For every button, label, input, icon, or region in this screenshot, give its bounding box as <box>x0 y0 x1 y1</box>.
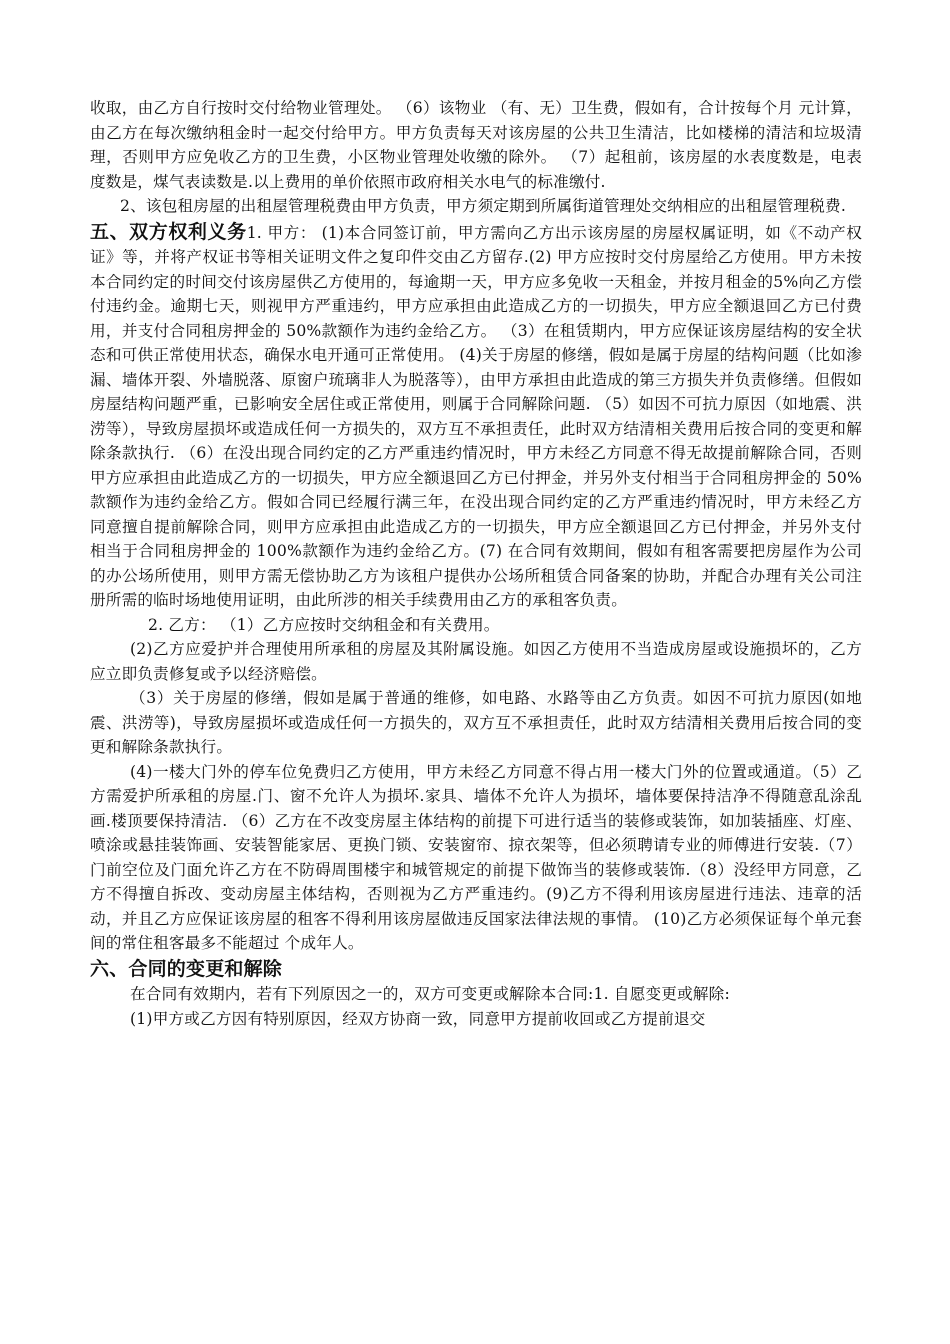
section5-partyA-text: 1. 甲方： (1)本合同签订前，甲方需向乙方出示该房屋的房屋权属证明，如《不动产权证》等，并将产权证书等相关证明文件之复印件交由乙方留存.(2) 甲方应按时交付房屋给乙方使用。甲方未按本合同约定的时间交付该房屋供乙方使用的，每逾期一天，甲方应多免收一天租金，并按月租金的5%向乙方偿付违约金。逾期七天，则视甲方严重违约，甲方应承担由此造成乙方的一切损失，甲方应全额退回乙方已付费用，并支付合同租房押金的 50%款额作为违约金给乙方。 （3）在租赁期内，甲方应保证该房屋结构的安全状态和可供正常使用状态，确保水电开通可正常使用。 (4)关于房屋的修缮，假如是属于房屋的结构问题（比如渗漏、墙体开裂、外墙脱落、原窗户琉璃非人为脱落等），由甲方承担由此造成的第三方损失并负责修缮。但假如房屋结构问题严重，已影响安全居住或正常使用，则属于合同解除问题. （5）如因不可抗力原因（如地震、洪涝等），导致房屋损坏或造成任何一方损失的，双方互不承担责任，此时双方结清相关费用后按合同的变更和解除条款执行. （6）在没出现合同约定的乙方严重违约情况时，甲方未经乙方同意不得无故提前解除合同，否则甲方应承担由此造成乙方的一切损失，甲方应全额退回乙方已付押金，并另外支付相当于合同租房押金的 50%款额作为违约金给乙方。假如合同已经履行满三年，在没出现合同约定的乙方严重违约情况时，甲方未经乙方同意擅自提前解除合同，则甲方应承担由此造成乙方的一切损失，甲方应全额退回乙方已付押金，并另外支付相当于合同租房押金的 100%款额作为违约金给乙方。(7) 在合同有效期间，假如有租客需要把房屋作为公司的办公场所使用，则甲方需无偿协助乙方为该租户提供办公场所租赁合同备案的协助，并配合办理有关公司注册所需的临时场地使用证明，由此所涉的相关手续费用由乙方的承租客负责。 <box>90 223 862 609</box>
section5-heading: 五、双方权利义务 <box>90 220 247 243</box>
section5-partyB-intro: 2. 乙方： （1）乙方应按时交纳租金和有关费用。 <box>148 615 500 634</box>
section4-paragraph-tax: 2、该包租房屋的出租屋管理税费由甲方负责，甲方须定期到所属街道管理处交纳相应的出租屋管理税费. <box>120 197 846 215</box>
section4-paragraph-fees: 收取，由乙方自行按时交付给物业管理处。 （6）该物业 （有、无）卫生费，假如有，合计按每个月 元计算，由乙方在每次缴纳租金时一起交付给甲方。甲方负责每天对该房屋的公共卫生清洁，比如楼梯的清洁和垃圾清理，否则甲方应免收乙方的卫生费，小区物业管理处收缴的除外。 （7）起租前，该房屋的水表度数是，电表度数是，煤气表读数是.以上费用的单价依照市政府相关水电气的标准缴付. <box>90 99 862 191</box>
section6-paragraph-item1: (1)甲方或乙方因有特别原因，经双方协商一致，同意甲方提前收回或乙方提前退交 <box>130 1009 706 1028</box>
section6-heading-line <box>90 957 862 983</box>
section6-paragraph-intro: 在合同有效期内，若有下列原因之一的，双方可变更或解除本合同:1. 自愿变更或解除: <box>130 985 730 1003</box>
section5-partyA-paragraph <box>90 220 862 613</box>
section6-heading: 六、合同的变更和解除 <box>90 957 283 980</box>
section5-partyB-item3: （3）关于房屋的修缮，假如是属于普通的维修，如电路、水路等由乙方负责。如因不可抗力原因(如地震、洪涝等)，导致房屋损坏或造成任何一方损失的，双方互不承担责任，此时双方结清相关费用后按合同的变更和解除条款执行。 <box>90 689 862 756</box>
section5-partyB-item4: (4)一楼大门外的停车位免费归乙方使用，甲方未经乙方同意不得占用一楼大门外的位置或通道。（5）乙方需爱护所承租的房屋.门、窗不允许人为损坏.家具、墙体不允许人为损坏，墙体要保持洁净不得随意乱涂乱画.楼顶要保持清洁. （6）乙方在不改变房屋主体结构的前提下可进行适当的装修或装饰，如加装插座、灯座、喷涂或悬挂装饰画、安装智能家居、更换门锁、安装窗帘、掠衣架等，但必须聘请专业的师傅进行安装.（7）门前空位及门面允许乙方在不防碍周围楼宇和城管规定的前提下做饰当的装修或装饰.（8）没经甲方同意，乙方不得擅自拆改、变动房屋主体结构，否则视为乙方严重违约。(9)乙方不得利用该房屋进行违法、违章的活动，并且乙方应保证该房屋的租客不得利用该房屋做违反国家法律法规的事情。 (10)乙方必须保证每个单元套间的常住租客最多不能超过 个成年人。 <box>90 762 862 952</box>
section5-partyB-item2: (2)乙方应爱护并合理使用所承租的房屋及其附属设施。如因乙方使用不当造成房屋或设施损坏的，乙方应立即负责修复或予以经济赔偿。 <box>90 640 862 683</box>
document-body <box>90 96 862 1031</box>
